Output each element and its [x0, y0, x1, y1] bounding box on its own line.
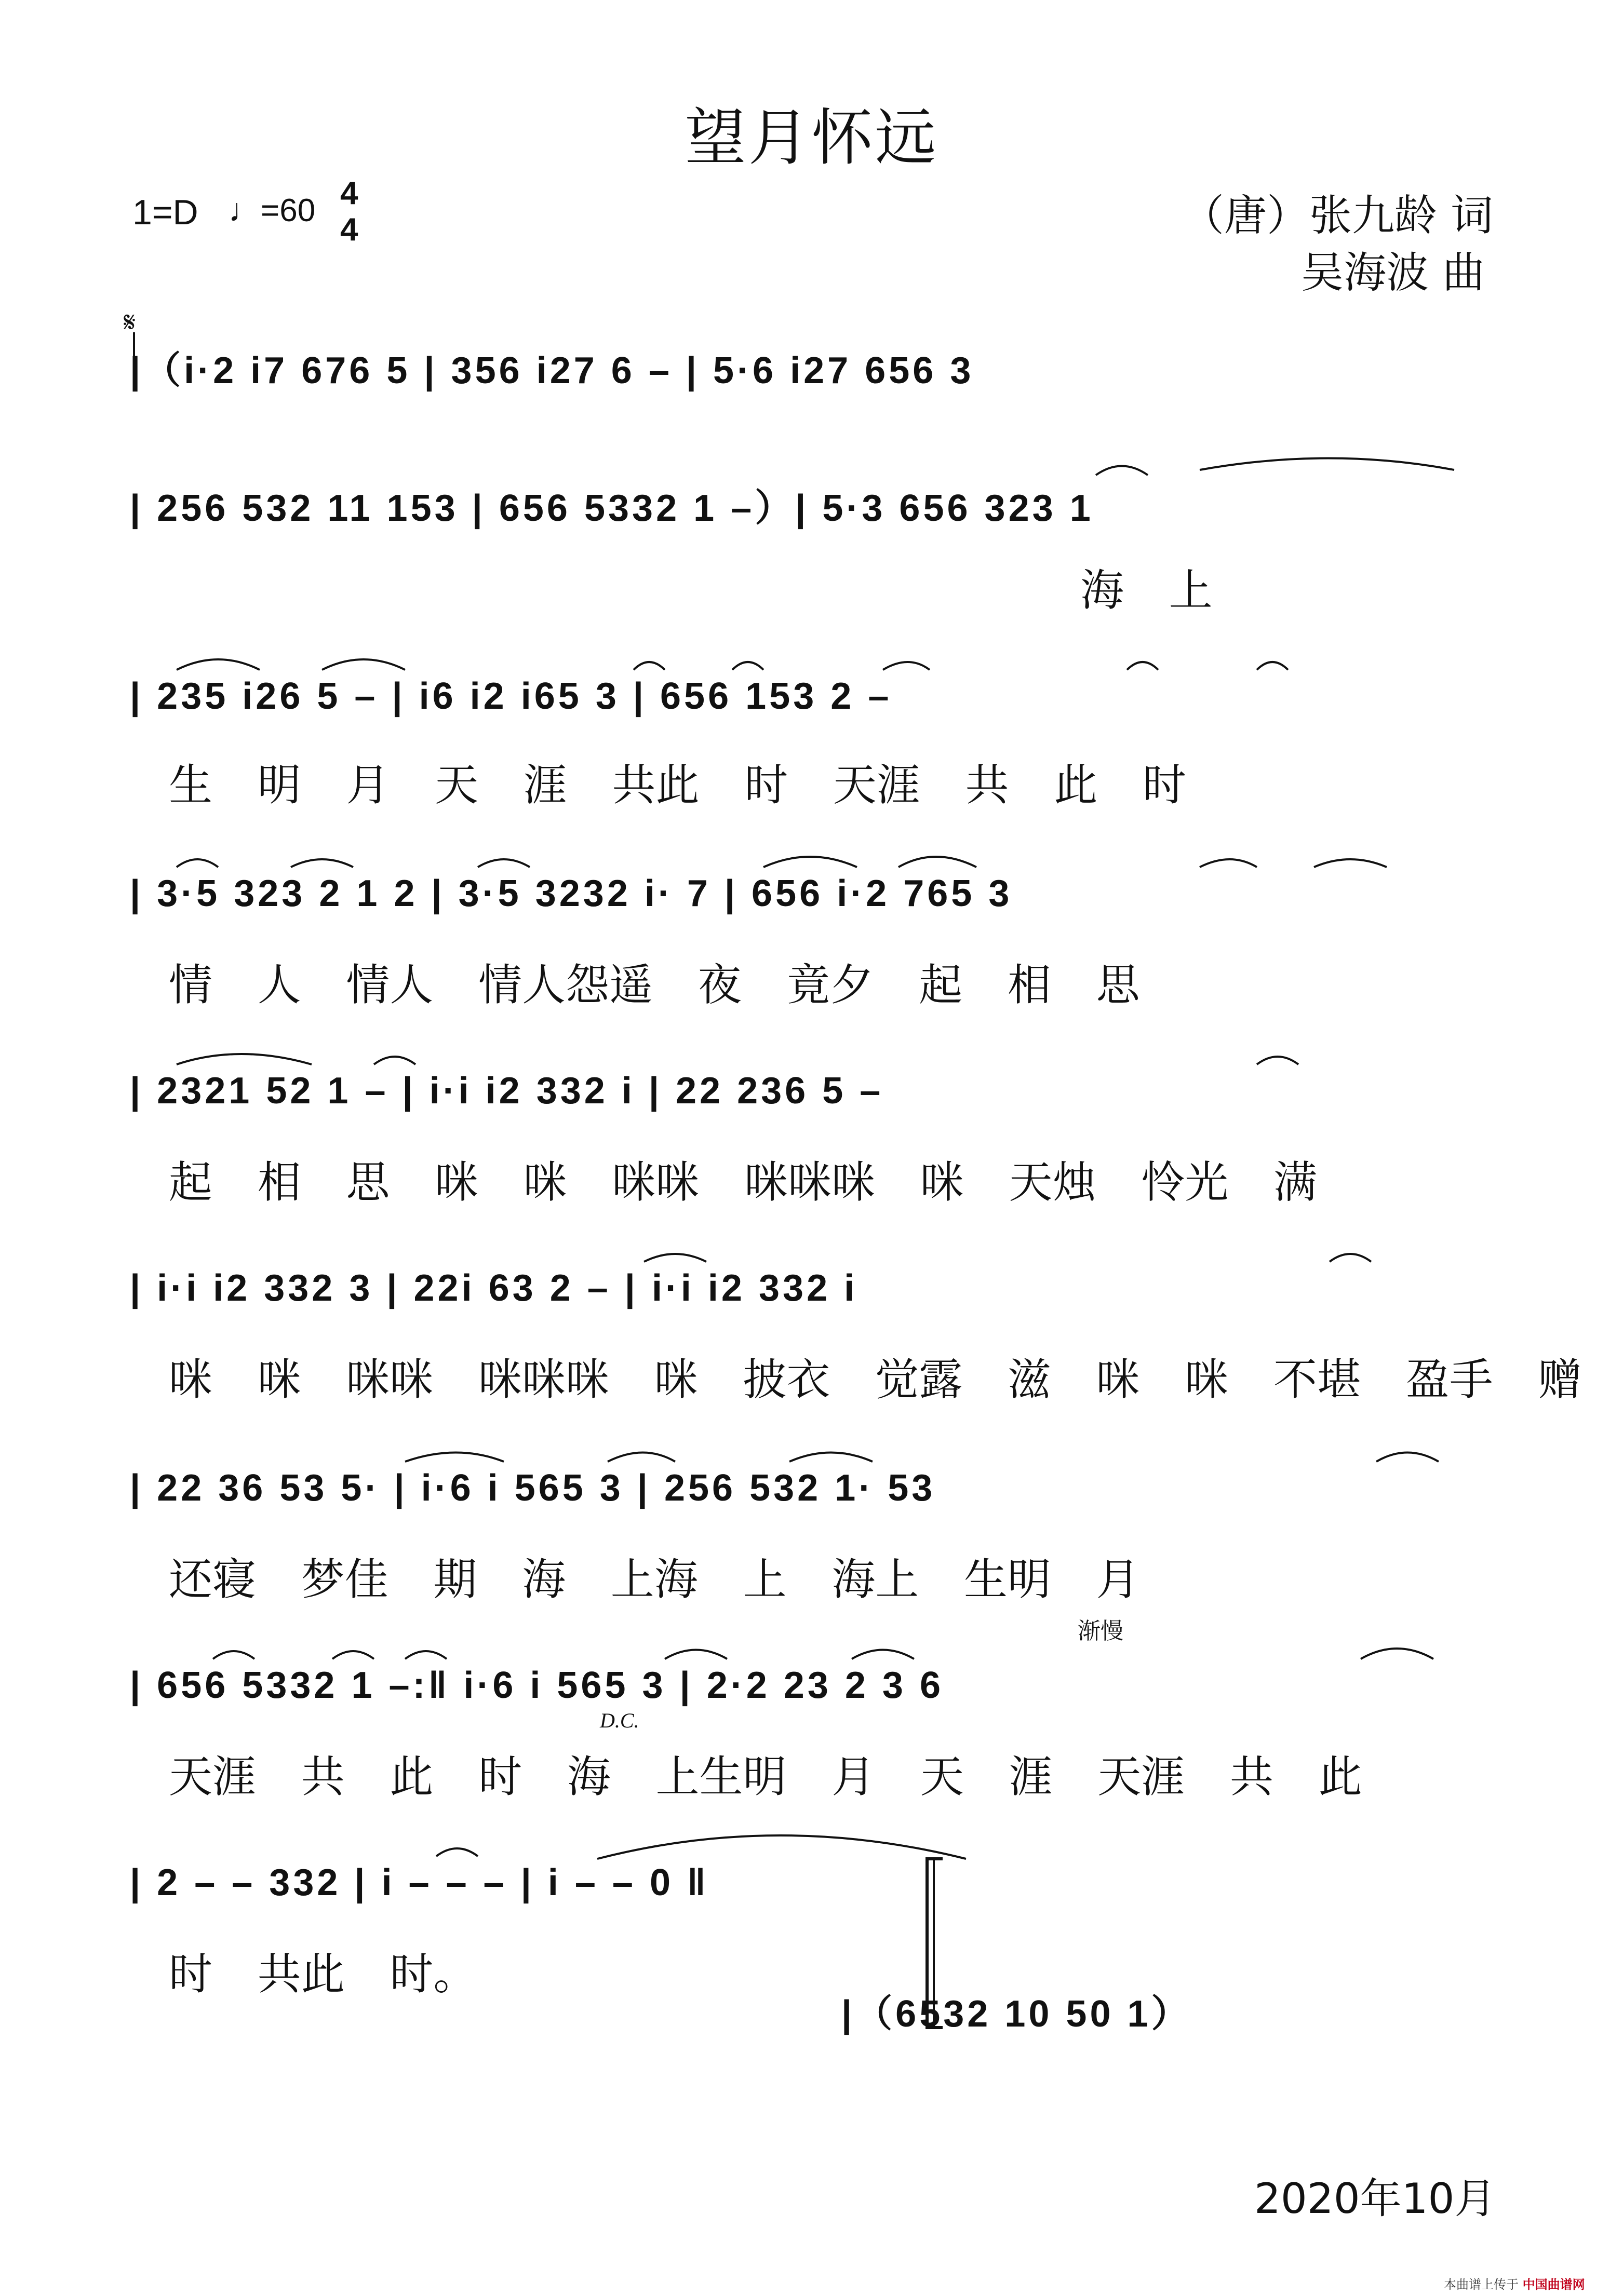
- system-10-notes: |（6532 10 50 1）: [841, 1993, 1192, 2035]
- time-signature-bottom: 4: [340, 212, 358, 248]
- slur: [291, 859, 353, 867]
- lyricist-credit: （唐）张九龄 词: [1182, 191, 1494, 240]
- slur: [1127, 662, 1158, 670]
- system-8-notes: | 656 5332 1 –:‖ i·6 i 565 3 | 2·2 23 2 3 6: [130, 1665, 944, 1706]
- slur: [665, 1650, 727, 1659]
- slur: [1330, 1254, 1371, 1262]
- slur: [1314, 859, 1387, 867]
- slur: [763, 857, 857, 867]
- slur: [177, 659, 260, 670]
- system-8-lyrics: 天涯 共 此 时 海 上生明 月 天 涯 天涯 共 此: [169, 1751, 1362, 1802]
- date-label: 2020年10月: [1254, 2175, 1496, 2223]
- slur: [1257, 662, 1288, 670]
- slur: [898, 857, 976, 867]
- slur: [634, 662, 665, 670]
- system-9-notes: | 2 – – 332 | i – – – | i – – 0 ‖: [130, 1862, 709, 1903]
- page-title: 望月怀远: [685, 102, 938, 173]
- system-6-lyrics: 咪 咪 咪咪 咪咪咪 咪 披衣 觉露 滋 咪 咪 不堪 盈手 赠: [169, 1354, 1582, 1405]
- system-7-lyrics: 还寝 梦佳 期 海 上海 上 海上 生明 月: [169, 1554, 1140, 1605]
- slur: [177, 1054, 312, 1064]
- footer-brand-logo: 中国曲谱网: [1522, 2277, 1585, 2292]
- system-9-lyrics: 时 共此 时。: [169, 1949, 477, 2000]
- segno-icon: 𝄋: [124, 307, 136, 338]
- time-signature-top: 4: [340, 175, 358, 211]
- slur: [374, 1057, 415, 1064]
- slur: [883, 662, 930, 670]
- system-6-notes: | i·i i2 332 3 | 22i 63 2 – | i·i i2 332 i: [130, 1267, 858, 1309]
- slur: [644, 1254, 706, 1262]
- slur: [852, 1650, 914, 1659]
- dc-mark: D.C.: [600, 1709, 639, 1732]
- footer-upload-note: 本曲谱上传于: [1444, 2277, 1519, 2292]
- slur: [789, 1453, 873, 1462]
- slur: [1200, 859, 1257, 867]
- ritardando-mark: 渐慢: [1078, 1618, 1123, 1644]
- slur: [332, 1651, 374, 1659]
- slur: [405, 1453, 504, 1462]
- slur: [177, 859, 218, 867]
- system-2-lyrics: 海 上: [1080, 565, 1213, 616]
- tempo-marking: ♩=60: [229, 193, 316, 228]
- slur: [1376, 1453, 1439, 1462]
- system-3-notes: | 235 i26 5 – | i6 i2 i65 3 | 656 153 2 –: [130, 676, 892, 717]
- slur: [1257, 1057, 1298, 1064]
- slur: [436, 1848, 478, 1856]
- system-4-lyrics: 情 人 情人 情人怨遥 夜 竟夕 起 相 思: [169, 960, 1140, 1010]
- slur: [478, 859, 530, 867]
- system-2-notes: | 256 532 11 153 | 656 5332 1 –）| 5·3 656 323 1: [130, 488, 1094, 529]
- key-signature: 1=D: [132, 193, 198, 232]
- slur: [1200, 458, 1454, 470]
- slur: [732, 662, 763, 670]
- slur: [608, 1453, 675, 1462]
- composer-credit: 吴海波 曲: [1301, 248, 1485, 298]
- slur: [405, 1651, 447, 1659]
- system-4-notes: | 3·5 323 2 1 2 | 3·5 3232 i· 7 | 656 i·2 765 3: [130, 873, 1013, 914]
- slur: [322, 659, 405, 670]
- slur: [597, 1835, 966, 1859]
- system-7-notes: | 22 36 53 5· | i·6 i 565 3 | 256 532 1· 53: [130, 1467, 936, 1509]
- footer-watermark: [1444, 2274, 1585, 2292]
- slur: [1096, 466, 1148, 476]
- slur: [1361, 1649, 1433, 1659]
- system-5-lyrics: 起 相 思 咪 咪 咪咪 咪咪咪 咪 天烛 怜光 满: [169, 1157, 1318, 1208]
- system-1-notes: |（i·2 i7 676 5 | 356 i27 6 – | 5·6 i27 656 3: [130, 350, 974, 391]
- slur: [213, 1651, 254, 1659]
- system-5-notes: | 2321 52 1 – | i·i i2 332 i | 22 236 5 –: [130, 1070, 884, 1112]
- system-3-lyrics: 生 明 月 天 涯 共此 时 天涯 共 此 时: [169, 760, 1187, 811]
